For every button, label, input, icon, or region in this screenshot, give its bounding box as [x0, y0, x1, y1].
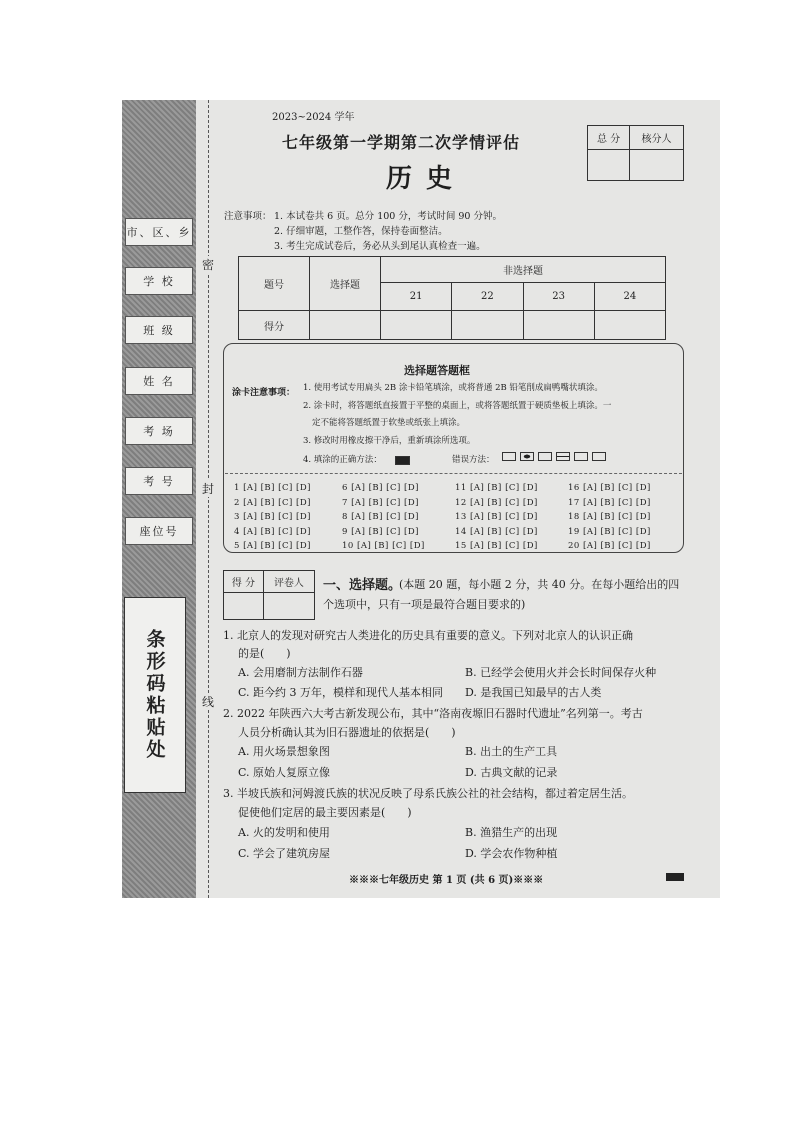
- bubble-row-20[interactable]: 20 [A] [B] [C] [D]: [568, 541, 651, 551]
- card-rule-3: 3. 修改时用橡皮擦干净后，重新填涂所选项。: [303, 436, 476, 446]
- question-3-stem-cont: 促使他们定居的最主要因素是( ): [238, 806, 412, 819]
- question-3-option-d[interactable]: D. 学会农作物种植: [465, 847, 558, 860]
- bubble-row-5[interactable]: 5 [A] [B] [C] [D]: [234, 541, 311, 551]
- question-2-option-d[interactable]: D. 古典文献的记录: [465, 766, 558, 779]
- bubble-row-16[interactable]: 16 [A] [B] [C] [D]: [568, 483, 651, 493]
- field-name[interactable]: 姓 名: [125, 367, 193, 395]
- question-2-option-b[interactable]: B. 出土的生产工具: [465, 745, 558, 758]
- wrong-slash-icon: [592, 452, 606, 461]
- choice-label: 选择题: [310, 257, 381, 311]
- notice-label: 注意事项：: [224, 211, 272, 222]
- seal-char-xian: 线: [199, 693, 217, 710]
- barcode-label: 条形码粘贴处: [143, 629, 166, 761]
- field-school[interactable]: 学 校: [125, 267, 193, 295]
- checker-cell[interactable]: [630, 150, 684, 181]
- card-rule-2: 2. 涂卡时，将答题纸直接置于平整的桌面上，或将答题纸置于硬质垫板上填涂。一: [303, 401, 612, 411]
- wrong-check-icon: [502, 452, 516, 461]
- question-21-header: 21: [381, 283, 452, 311]
- bubble-divider: [225, 473, 682, 474]
- field-seat-number[interactable]: 座位号: [125, 517, 193, 545]
- score-cell-24[interactable]: [594, 311, 665, 340]
- bubble-row-4[interactable]: 4 [A] [B] [C] [D]: [234, 526, 311, 537]
- seal-char-mi: 密: [199, 256, 217, 273]
- bubble-row-9[interactable]: 9 [A] [B] [C] [D]: [342, 526, 419, 537]
- question-1-option-d[interactable]: D. 是我国已知最早的古人类: [465, 686, 602, 699]
- wrong-method-label: 错误方法：: [452, 455, 495, 465]
- score-row-label: 得分: [239, 311, 310, 340]
- section-desc-1: (本题 20 题，每小题 2 分，共 40 分。在每小题给出的四: [399, 578, 680, 591]
- question-1-stem-cont: 的是( ): [238, 647, 291, 660]
- score-cell-22[interactable]: [452, 311, 523, 340]
- bubble-column-1: [234, 481, 311, 554]
- field-district[interactable]: 市、区、乡: [125, 218, 193, 246]
- bubble-row-2[interactable]: 2 [A] [B] [C] [D]: [234, 497, 311, 508]
- bubble-row-1[interactable]: 1 [A] [B] [C] [D]: [234, 483, 311, 493]
- bubble-row-6[interactable]: 6 [A] [B] [C] [D]: [342, 483, 419, 493]
- wrong-partial-icon: [574, 452, 588, 461]
- question-3-option-b[interactable]: B. 渔猎生产的出现: [465, 826, 558, 839]
- card-rule-1: 1. 使用考试专用扁头 2B 涂卡铅笔填涂，或将普通 2B 铅笔削成扁鸭嘴状填涂。: [303, 383, 603, 393]
- card-rule-2-cont: 定不能将答题纸置于软垫或纸张上填涂。: [312, 418, 466, 428]
- bubble-column-3: [455, 481, 538, 554]
- card-notice-label: 涂卡注意事项：: [232, 388, 296, 398]
- grader-name-cell[interactable]: [263, 593, 314, 620]
- correct-fill-sample-icon: [395, 456, 410, 465]
- exam-sheet-photo: [122, 100, 720, 898]
- card-rule-4: 4. 填涂的正确方法：: [303, 455, 382, 465]
- total-score-table: [587, 125, 684, 181]
- question-23-header: 23: [523, 283, 594, 311]
- question-1-option-c[interactable]: C. 距今约 3 万年，模样和现代人基本相同: [238, 686, 444, 699]
- score-cell-21[interactable]: [381, 311, 452, 340]
- section-title: 一、选择题。: [323, 578, 402, 593]
- question-2-stem-cont: 人员分析确认其为旧石器遗址的依据是( ): [238, 726, 456, 739]
- nonchoice-label: 非选择题: [381, 257, 666, 283]
- exam-title: 七年级第一学期第二次学情评估: [282, 133, 521, 152]
- answer-box-title: 选择题答题框: [404, 364, 470, 377]
- score-table: [238, 256, 666, 340]
- grader-score-cell[interactable]: [224, 593, 264, 620]
- question-2-option-c[interactable]: C. 原始人复原立像: [238, 766, 331, 779]
- corner-mark: [666, 873, 684, 881]
- checker-header: 核分人: [630, 126, 684, 150]
- bubble-row-3[interactable]: 3 [A] [B] [C] [D]: [234, 512, 311, 522]
- page-footer: ※※※七年级历史 第 1 页 (共 6 页)※※※: [349, 875, 544, 886]
- grader-name-header: 评卷人: [263, 571, 314, 593]
- school-year: 2023~2024 学年: [272, 112, 355, 123]
- question-1-option-b[interactable]: B. 已经学会使用火并会长时间保存火种: [465, 666, 657, 679]
- bubble-row-18[interactable]: 18 [A] [B] [C] [D]: [568, 512, 651, 522]
- score-cell-choice[interactable]: [310, 311, 381, 340]
- notice-line-2: 2. 仔细审题，工整作答，保持卷面整洁。: [274, 226, 448, 237]
- question-3-option-c[interactable]: C. 学会了建筑房屋: [238, 847, 331, 860]
- grader-score-header: 得 分: [224, 571, 264, 593]
- grader-table: [223, 570, 315, 620]
- bubble-row-7[interactable]: 7 [A] [B] [C] [D]: [342, 497, 419, 508]
- bubble-row-17[interactable]: 17 [A] [B] [C] [D]: [568, 497, 651, 508]
- section-desc-2: 个选项中，只有一项是最符合题目要求的): [323, 598, 526, 611]
- notice-line-1: 1. 本试卷共 6 页。总分 100 分，考试时间 90 分钟。: [274, 211, 502, 222]
- question-3-option-a[interactable]: A. 火的发明和使用: [238, 826, 330, 839]
- bubble-row-8[interactable]: 8 [A] [B] [C] [D]: [342, 512, 419, 522]
- bubble-row-12[interactable]: 12 [A] [B] [C] [D]: [455, 497, 538, 508]
- bubble-row-13[interactable]: 13 [A] [B] [C] [D]: [455, 512, 538, 522]
- item-number-label: 题号: [239, 257, 310, 311]
- question-3-stem: 3. 半坡氏族和河姆渡氏族的状况反映了母系氏族公社的社会结构，都过着定居生活。: [223, 787, 633, 800]
- wrong-method-samples: [502, 452, 610, 462]
- seal-dashed-line: [208, 100, 209, 898]
- question-2-option-a[interactable]: A. 用火场景想象图: [238, 745, 330, 758]
- bubble-row-11[interactable]: 11 [A] [B] [C] [D]: [455, 483, 538, 493]
- field-class[interactable]: 班 级: [125, 316, 193, 344]
- wrong-dot-icon: [520, 452, 534, 461]
- question-2-stem: 2. 2022 年陕西六大考古新发现公布，其中“洛南夜塬旧石器时代遗址”名列第一。考古: [223, 707, 643, 720]
- wrong-dash-icon: [556, 452, 570, 461]
- seal-char-feng: 封: [199, 480, 217, 497]
- wrong-cross-icon: [538, 452, 552, 461]
- total-score-header: 总 分: [588, 126, 630, 150]
- question-1-stem: 1. 北京人的发现对研究古人类进化的历史具有重要的意义。下列对北京人的认识正确: [223, 629, 633, 642]
- notice-line-3: 3. 考生完成试卷后，务必从头到尾认真检查一遍。: [274, 241, 486, 252]
- score-cell-23[interactable]: [523, 311, 594, 340]
- subject-title: 历史: [386, 164, 467, 194]
- field-exam-number[interactable]: 考 号: [125, 467, 193, 495]
- bubble-row-10[interactable]: 10 [A] [B] [C] [D]: [342, 541, 425, 551]
- bubble-column-4: [568, 481, 651, 554]
- bubble-row-15[interactable]: 15 [A] [B] [C] [D]: [455, 541, 538, 551]
- question-1-option-a[interactable]: A. 会用磨制方法制作石器: [238, 666, 363, 679]
- student-info-strip: [122, 100, 196, 898]
- barcode-area: [124, 597, 186, 793]
- bubble-row-14[interactable]: 14 [A] [B] [C] [D]: [455, 526, 538, 537]
- total-score-cell[interactable]: [588, 150, 630, 181]
- question-24-header: 24: [594, 283, 665, 311]
- field-exam-room[interactable]: 考 场: [125, 417, 193, 445]
- question-22-header: 22: [452, 283, 523, 311]
- bubble-column-2: [342, 481, 425, 554]
- bubble-row-19[interactable]: 19 [A] [B] [C] [D]: [568, 526, 651, 537]
